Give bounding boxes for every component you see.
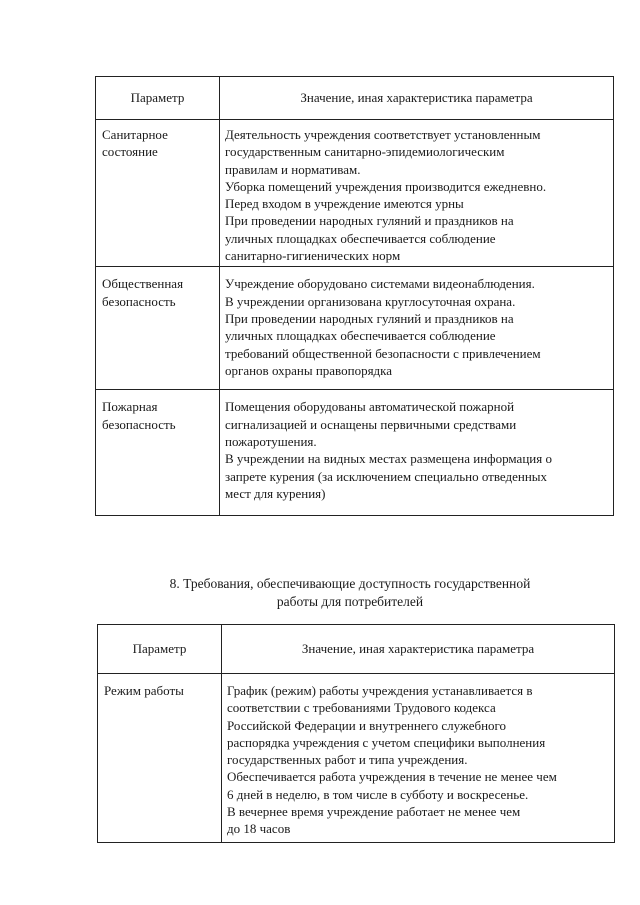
value-line: Уборка помещений учреждения производится ежедневно.	[225, 178, 547, 194]
section-heading-line: 8. Требования, обеспечивающие доступность государственной	[169, 576, 531, 591]
param-line: безопасность	[102, 416, 176, 432]
parameters-table-2	[97, 624, 615, 843]
value-line: государственным санитарно-эпидемиологическим	[225, 144, 505, 160]
value-cell	[220, 267, 614, 390]
header-param: Параметр	[96, 77, 220, 120]
value-line: мест для курения)	[225, 485, 326, 501]
value-line: санитарно-гигиенических норм	[225, 248, 401, 264]
param-line: Санитарное	[102, 127, 168, 142]
header-value: Значение, иная характеристика параметра	[222, 625, 615, 674]
value-line: В вечернее время учреждение работает не менее чем	[227, 804, 521, 820]
value-line: до 18 часов	[227, 821, 291, 837]
value-line: Перед входом в учреждение имеются урны	[225, 196, 464, 212]
param-cell	[96, 390, 220, 516]
value-line: Деятельность учреждения соответствует установленным	[225, 127, 541, 142]
table-row	[96, 120, 614, 267]
value-line: График (режим) работы учреждения устанавливается в	[227, 683, 533, 698]
value-line: сигнализацией и оснащены первичными средствами	[225, 416, 517, 432]
table-header-row	[96, 77, 614, 120]
table-row	[96, 390, 614, 516]
header-value: Значение, иная характеристика параметра	[220, 77, 614, 120]
value-line: 6 дней в неделю, в том числе в субботу и воскресенье.	[227, 786, 529, 802]
value-line: органов охраны правопорядка	[225, 362, 393, 378]
value-line: соответствии с требованиями Трудового кодекса	[227, 700, 496, 716]
value-line: Российской Федерации и внутреннего служебного	[227, 717, 507, 733]
value-line: пожаротушения.	[225, 433, 317, 449]
value-line: уличных площадках обеспечивается соблюдение	[225, 230, 496, 246]
value-line: В учреждении на видных местах размещена информация о	[225, 451, 552, 467]
value-line: При проведении народных гуляний и праздников на	[225, 213, 514, 229]
table-row	[98, 674, 615, 843]
table-header-row	[98, 625, 615, 674]
value-line: запрете курения (за исключением специально отведенных	[225, 468, 548, 484]
header-param: Параметр	[98, 625, 222, 674]
param-line: Режим работы	[104, 683, 184, 698]
param-line: Пожарная	[102, 399, 158, 415]
value-line: В учреждении организована круглосуточная охрана.	[225, 293, 516, 309]
section-heading	[140, 575, 560, 611]
section-heading-line: работы для потребителей	[276, 594, 424, 609]
value-cell	[220, 390, 614, 516]
value-line: распорядка учреждения с учетом специфики выполнения	[227, 734, 546, 750]
value-line: При проведении народных гуляний и праздников на	[225, 310, 514, 326]
table-row	[96, 267, 614, 390]
value-line: Обеспечивается работа учреждения в течение не менее чем	[227, 769, 557, 785]
parameters-table-1	[95, 76, 614, 516]
param-line: Общественная	[102, 276, 184, 292]
param-line: безопасность	[102, 293, 176, 309]
value-line: Помещения оборудованы автоматической пожарной	[225, 399, 515, 415]
param-cell	[98, 674, 222, 843]
param-cell	[96, 120, 220, 267]
value-line: уличных площадках обеспечивается соблюдение	[225, 328, 496, 344]
param-line: состояние	[102, 144, 158, 160]
value-line: требований общественной безопасности с привлечением	[225, 345, 541, 361]
param-cell	[96, 267, 220, 390]
value-cell	[220, 120, 614, 267]
value-line: Учреждение оборудовано системами видеонаблюдения.	[225, 276, 535, 292]
value-line: правилам и нормативам.	[225, 161, 361, 177]
value-line: государственных работ и типа учреждения.	[227, 752, 468, 768]
value-cell	[222, 674, 615, 843]
